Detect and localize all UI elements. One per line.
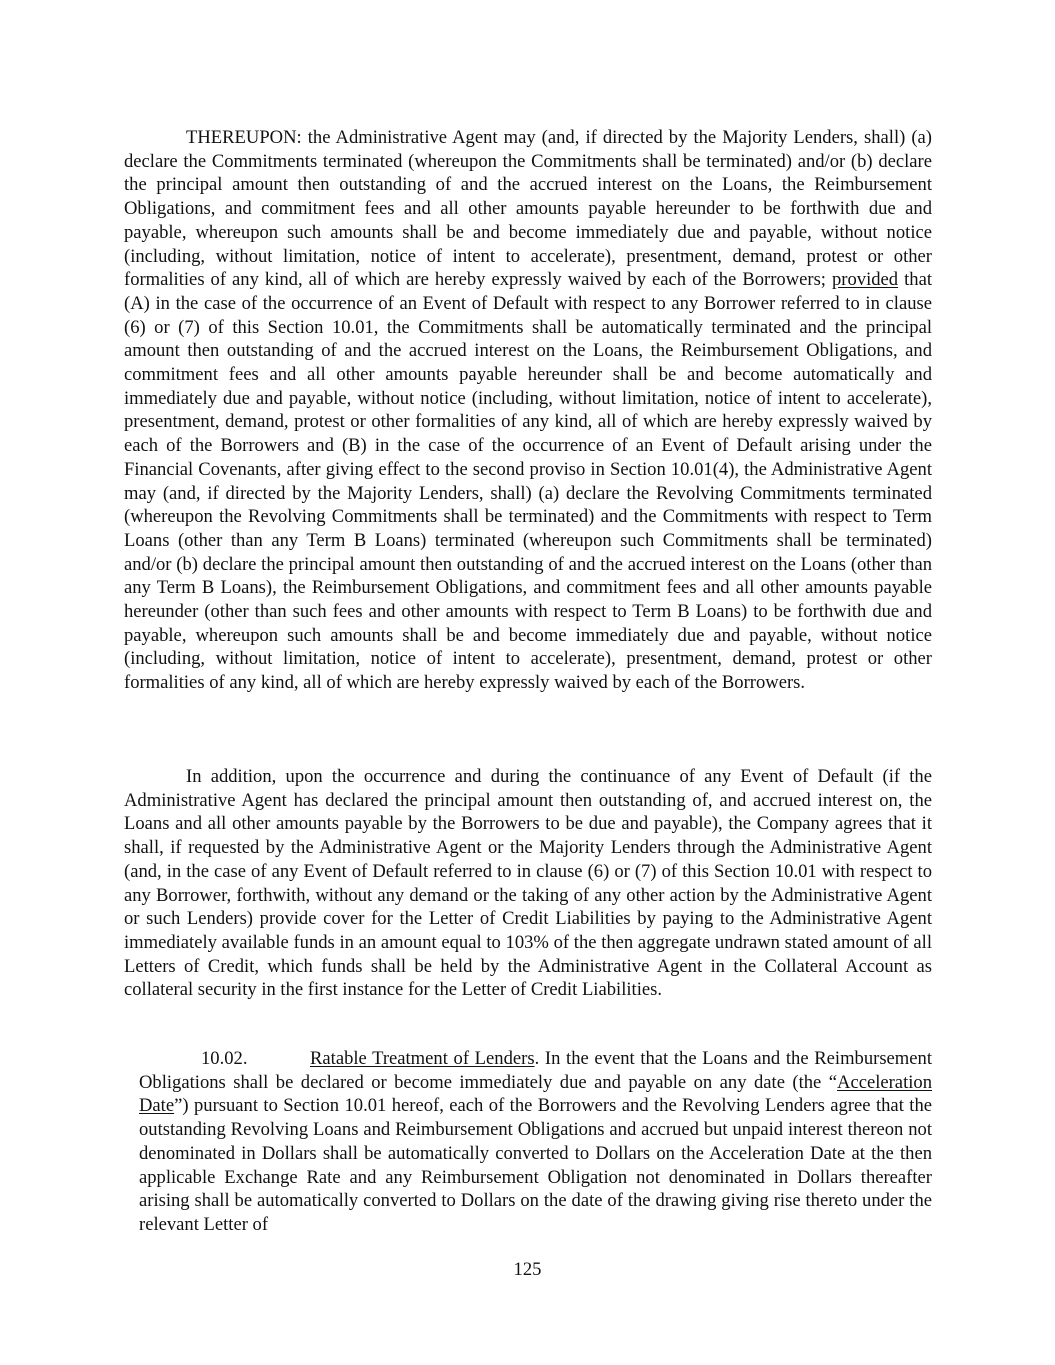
section-text: . In the event that the Loans and the Reimbursement Obligations shall be declared or become immediately due and payable on any date (the “ <box>139 1048 932 1093</box>
section-10-02 <box>139 1047 932 1237</box>
paragraph-text: that (A) in the case of the occurrence of an Event of Default with respect to any Borrower referred to in clause (6) or (7) of this Section 10.01, the Commitments shall be automatically terminated and the principal amount then outstanding of and the accrued interest on the Loans, the Reimbursement Obligations, and commitment fees and all other amounts payable hereunder shall be and become automatically and immediately due and payable, without notice (including, without limitation, notice of intent to accelerate), presentment, demand, protest or other formalities of any kind, all of which are hereby expressly waived by each of the Borrowers and (B) in the case of the occurrence of an Event of Default arising under the Financial Covenants, after giving effect to the second proviso in Section 10.01(4), the Administrative Agent may (and, if directed by the Majority Lenders, shall) (a) declare the Revolving Commitments terminated (whereupon the Revolving Commitments shall be terminated) and the Commitments with respect to Term Loans (other than any Term B Loans) terminated (whereupon such Commitments shall be terminated) and/or (b) declare the principal amount then outstanding of and the accrued interest on the Loans (other than any Term B Loans), the Reimbursement Obligations, and commitment fees and all other amounts payable hereunder (other than such fees and other amounts with respect to Term B Loans) to be forthwith due and payable, whereupon such amounts shall be and become immediately due and payable, without notice (including, without limitation, notice of intent to accelerate), presentment, demand, protest or other formalities of any kind, all of which are hereby expressly waived by each of the Borrowers. <box>124 269 932 694</box>
page-number: 125 <box>513 1259 542 1280</box>
provided-term: provided <box>831 269 899 291</box>
paragraph-text: THEREUPON: the Administrative Agent may (and, if directed by the Majority Lenders, shall) (a) declare the Commitments terminated (whereupon the Commitments shall be terminated) and/or (b) declare the principal amount then outstanding of and the accrued interest on the Loans, the Reimbursement Obligations, and commitment fees and all other amounts payable hereunder to be forthwith due and payable, whereupon such amounts shall be and become immediately due and payable, without notice (including, without limitation, notice of intent to accelerate), presentment, demand, protest or other formalities of any kind, all of which are hereby expressly waived by each of the Borrowers; <box>124 127 932 291</box>
section-heading: Ratable Treatment of Lenders <box>310 1048 535 1069</box>
section-text: ”) pursuant to Section 10.01 hereof, each of the Borrowers and the Revolving Lenders agree that the outstanding Revolving Loans and Reimbursement Obligations and accrued but unpaid interest thereon not denominated in Dollars shall be automatically converted to Dollars on the Acceleration Date at the then applicable Exchange Rate and any Reimbursement Obligation not denominated in Dollars thereafter arising shall be automatically converted to Dollars on the date of the drawing giving rise thereto under the relevant Letter of <box>139 1095 932 1235</box>
paragraph-thereupon <box>124 126 932 695</box>
defined-term-acceleration-date: Acceleration Date <box>139 1071 932 1117</box>
paragraph-in-addition: In addition, upon the occurrence and during the continuance of any Event of Default (if the Administrative Agent has declared the principal amount then outstanding of, and accrued interest on, the Loans and all other amounts payable by the Borrowers to be due and payable), the Company agrees that it shall, if requested by the Administrative Agent or the Majority Lenders through the Administrative Agent (and, in the case of any Event of Default referred to in clause (6) or (7) of this Section 10.01 with respect to any Borrower, forthwith, without any demand or the taking of any other action by the Administrative Agent or such Lenders) provide cover for the Letter of Credit Liabilities by paying to the Administrative Agent immediately available funds in an amount equal to 103% of the then aggregate undrawn stated amount of all Letters of Credit, which funds shall be held by the Administrative Agent in the Collateral Account as collateral security in the first instance for the Letter of Credit Liabilities. <box>124 766 932 1001</box>
section-number: 10.02. <box>201 1048 248 1069</box>
